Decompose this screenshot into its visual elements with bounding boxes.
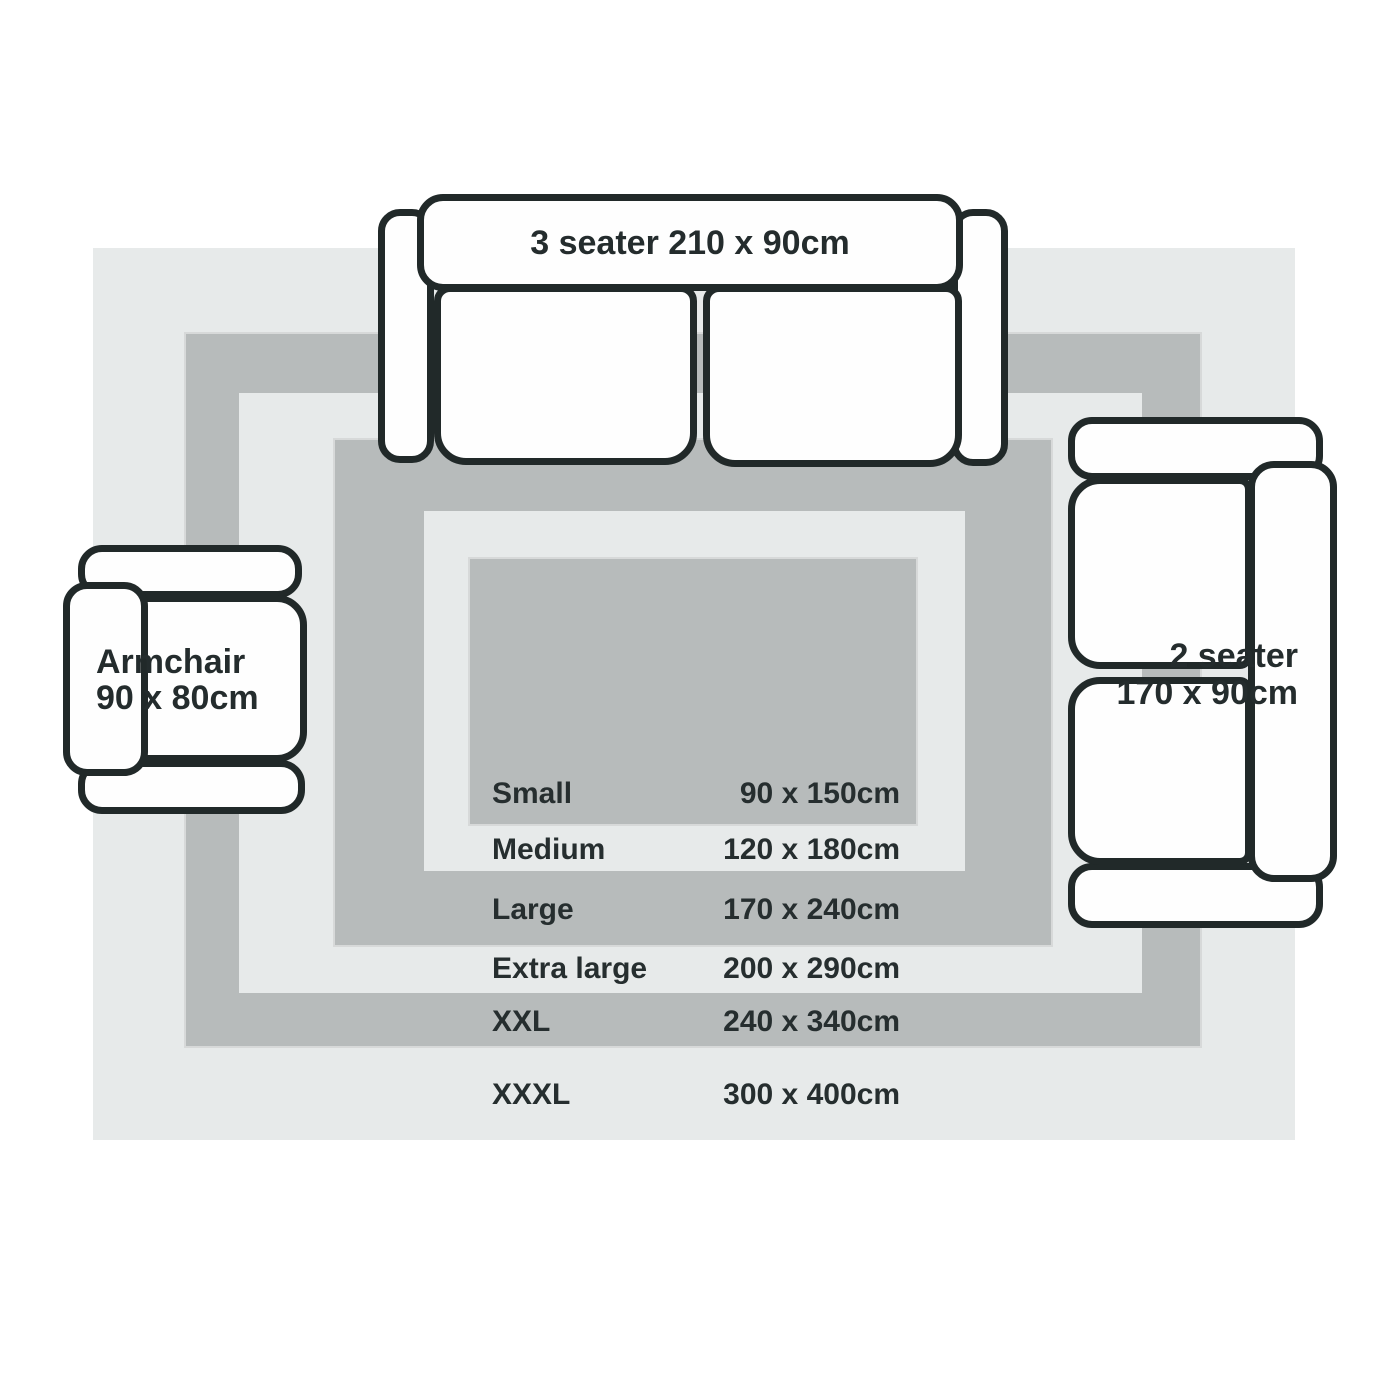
size-dimensions: 200 x 290cm [723,952,900,985]
size-row-medium [492,830,900,870]
armchair-label-line2: 90 x 80cm [96,679,259,717]
size-dimensions: 240 x 340cm [723,1005,900,1038]
size-name: Medium [492,833,606,866]
size-row-large [492,890,900,930]
sofa-3-seater-cushion-right [703,285,962,467]
armchair-label-line1: Armchair [96,643,246,681]
size-dimensions: 170 x 240cm [723,893,900,926]
size-row-xxl [492,1002,900,1042]
size-name: Large [492,893,574,926]
size-name: XXL [492,1005,551,1038]
size-dimensions: 120 x 180cm [723,833,900,866]
size-name: Extra large [492,952,648,985]
armchair-label [96,644,259,716]
sofa-3-seater-label: 3 seater 210 x 90cm [530,223,850,262]
size-row-extra-large [492,949,900,989]
size-row-xxxl [492,1075,900,1115]
sofa-2-seater-label-line2: 170 x 90cm [1116,674,1298,712]
size-name: XXXL [492,1078,571,1111]
size-name: Small [492,777,573,810]
size-dimensions: 300 x 400cm [723,1078,900,1111]
size-dimensions: 90 x 150cm [739,777,900,810]
sofa-2-seater-label-line1: 2 seater [1169,637,1298,675]
sofa-3-seater-cushion-left [434,285,697,465]
size-row-small [492,774,900,814]
sofa-3-seater-backrest [417,194,963,291]
sofa-2-seater-label [1117,638,1299,712]
